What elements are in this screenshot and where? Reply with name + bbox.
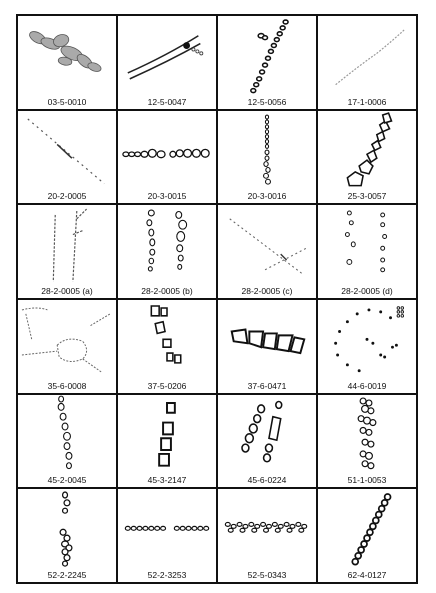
panel-label: 45-3-2147 — [147, 475, 187, 486]
panel-label: 52-2-3253 — [147, 569, 187, 580]
panel-label: 03-5-0010 — [47, 96, 87, 107]
panel-label: 52-5-0343 — [247, 569, 287, 580]
panel-drawing — [218, 111, 316, 190]
panel — [318, 111, 416, 204]
panel — [318, 300, 416, 393]
panel-drawing — [318, 205, 416, 284]
panel — [18, 395, 116, 488]
panel-drawing — [118, 16, 216, 95]
panel-label: 51-1-0053 — [347, 475, 387, 486]
panel-drawing — [18, 395, 116, 474]
panel-label: 28-2-0005 (b) — [141, 285, 193, 296]
panel — [18, 205, 116, 298]
panel-label: 28-2-0005 (d) — [341, 285, 393, 296]
panel — [218, 300, 316, 393]
panel-label: 35-6-0008 — [47, 380, 87, 391]
panel-drawing — [218, 395, 316, 474]
panel-drawing — [18, 16, 116, 95]
panel — [218, 205, 316, 298]
panel-drawing — [18, 300, 116, 379]
panel — [118, 395, 216, 488]
panel-drawing — [318, 395, 416, 474]
panel — [118, 111, 216, 204]
panel — [318, 205, 416, 298]
panel-label: 28-2-0005 (c) — [241, 285, 293, 296]
panel-drawing — [118, 489, 216, 568]
panel-label: 45-6-0224 — [247, 475, 287, 486]
panel-drawing — [318, 300, 416, 379]
panel — [218, 16, 316, 109]
panel-drawing — [18, 205, 116, 284]
panel — [18, 300, 116, 393]
panel-drawing — [218, 489, 316, 568]
specimen-grid — [16, 14, 418, 584]
panel-label: 28-2-0005 (a) — [41, 285, 93, 296]
panel — [18, 489, 116, 582]
panel — [18, 16, 116, 109]
panel — [118, 205, 216, 298]
panel-drawing — [118, 300, 216, 379]
panel-drawing — [318, 16, 416, 95]
panel — [118, 489, 216, 582]
panel-label: 20-3-0016 — [247, 191, 287, 202]
panel-label: 20-2-0005 — [47, 191, 87, 202]
panel — [118, 300, 216, 393]
panel-label: 45-2-0045 — [47, 475, 87, 486]
panel-drawing — [118, 111, 216, 190]
panel-drawing — [18, 111, 116, 190]
panel-label: 37-5-0206 — [147, 380, 187, 391]
panel-label: 44-6-0019 — [347, 380, 387, 391]
panel — [218, 489, 316, 582]
panel-label: 12-5-0056 — [247, 96, 287, 107]
panel — [18, 111, 116, 204]
panel — [118, 16, 216, 109]
panel — [318, 16, 416, 109]
panel-label: 12-5-0047 — [147, 96, 187, 107]
panel-label: 62-4-0127 — [347, 569, 387, 580]
panel-label: 37-6-0471 — [247, 380, 287, 391]
panel-drawing — [118, 395, 216, 474]
panel-drawing — [18, 489, 116, 568]
panel-drawing — [218, 16, 316, 95]
panel-label: 52-2-2245 — [47, 569, 87, 580]
panel-drawing — [218, 300, 316, 379]
panel — [318, 395, 416, 488]
panel — [218, 395, 316, 488]
panel-drawing — [218, 205, 316, 284]
panel-label: 20-3-0015 — [147, 191, 187, 202]
panel-label: 25-3-0057 — [347, 191, 387, 202]
panel-drawing — [318, 111, 416, 190]
panel-label: 17-1-0006 — [347, 96, 387, 107]
panel-drawing — [118, 205, 216, 284]
panel-drawing — [318, 489, 416, 568]
panel — [318, 489, 416, 582]
panel — [218, 111, 316, 204]
